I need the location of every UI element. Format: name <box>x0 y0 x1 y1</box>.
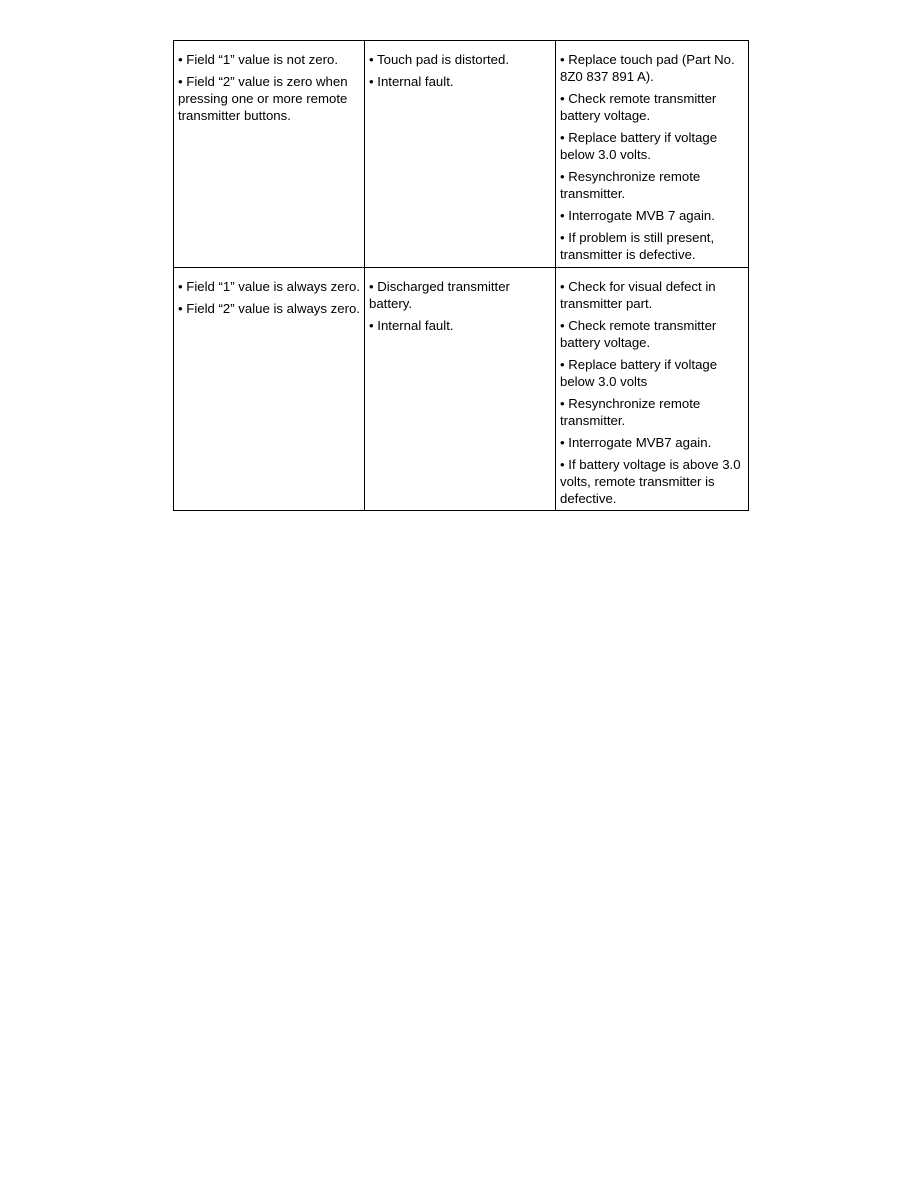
diagnostic-table <box>173 40 749 511</box>
remedy-item: • Resynchronize remote transmitter. <box>560 169 701 201</box>
remedy-cell <box>556 41 749 268</box>
remedy-item: • If battery voltage is above 3.0 volts, remote transmitter is defective. <box>560 457 741 506</box>
remedy-item: • Replace touch pad (Part No. 8Z0 837 891 A). <box>560 52 735 84</box>
cause-item: • Discharged transmitter battery. <box>369 279 510 311</box>
remedy-item: • Check remote transmitter battery voltage. <box>560 318 717 350</box>
cause-item: • Internal fault. <box>369 318 454 333</box>
cause-item: • Touch pad is distorted. <box>369 52 509 67</box>
cause-item: • Internal fault. <box>369 74 454 89</box>
remedy-item: • Check remote transmitter battery voltage. <box>560 91 717 123</box>
cause-cell <box>365 268 556 511</box>
table-row <box>174 41 749 268</box>
remedy-item: • Interrogate MVB7 again. <box>560 435 712 450</box>
table-row <box>174 268 749 511</box>
symptom-cell <box>174 268 365 511</box>
symptom-cell <box>174 41 365 268</box>
remedy-item: • If problem is still present, transmitter is defective. <box>560 230 715 262</box>
remedy-item: • Check for visual defect in transmitter part. <box>560 279 716 311</box>
remedy-item: • Replace battery if voltage below 3.0 volts. <box>560 130 718 162</box>
remedy-item: • Interrogate MVB 7 again. <box>560 208 715 223</box>
remedy-item: • Replace battery if voltage below 3.0 volts <box>560 357 718 389</box>
symptom-item: • Field “2” value is zero when pressing one or more remote transmitter buttons. <box>178 74 348 123</box>
remedy-item: • Resynchronize remote transmitter. <box>560 396 701 428</box>
symptom-item: • Field “1” value is always zero. <box>178 279 360 294</box>
symptom-item: • Field “1” value is not zero. <box>178 52 339 67</box>
symptom-item: • Field “2” value is always zero. <box>178 301 360 316</box>
cause-cell <box>365 41 556 268</box>
remedy-cell <box>556 268 749 511</box>
